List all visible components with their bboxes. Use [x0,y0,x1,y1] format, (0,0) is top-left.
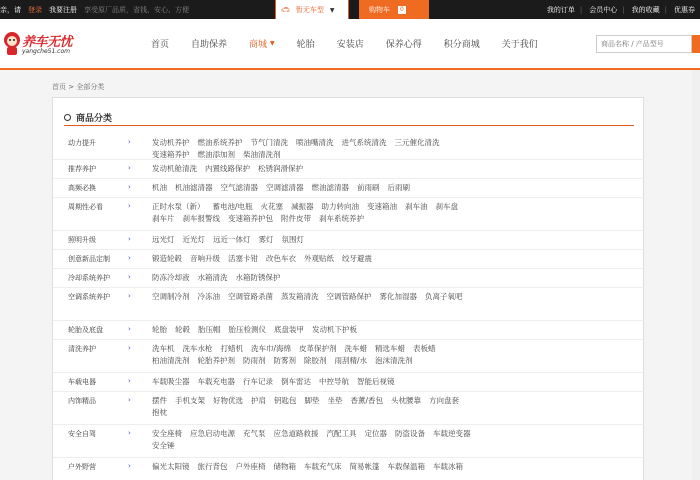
category-name[interactable]: 创意新品定制 [68,255,110,263]
category-row [53,288,645,321]
category-row [53,392,645,425]
category-row [53,231,645,250]
member-center-link[interactable]: 会员中心 [589,5,618,14]
category-items [152,137,487,161]
category-items [152,163,487,175]
category-item-link[interactable]: 车载充电器 [197,377,235,386]
search-button[interactable] [692,35,700,53]
top-left-links [0,0,196,19]
category-row [53,134,645,160]
category-item-link[interactable]: 柏油清洗剂 [152,356,190,365]
category-item-link[interactable]: 安全座椅 [152,429,182,438]
category-name[interactable]: 车载电器 [68,378,96,386]
category-items [152,461,487,473]
category-item-link[interactable]: 洗车水枪 [182,344,213,353]
category-item-link[interactable]: 倒车雷达 [281,377,311,386]
category-item-link[interactable]: 锻造轮毂 [152,254,182,263]
category-item-link[interactable]: 柴油清洗剂 [243,150,281,159]
category-row [53,250,645,269]
category-item-link[interactable]: 变速箱养护包 [228,214,273,223]
category-item-link[interactable]: 防雨剂 [243,356,266,365]
category-item-link[interactable]: 泡沫清洗剂 [375,356,413,365]
nav-mall[interactable] [238,19,286,68]
top-bar [0,0,700,19]
category-item-link[interactable]: 发动机养护 [152,138,190,147]
category-item-link[interactable]: 内置线路保护 [205,164,250,173]
category-name[interactable]: 安全自驾 [68,430,96,438]
category-items [152,324,487,336]
category-item-link[interactable]: 好物优选 [213,396,243,405]
category-item-link[interactable]: 燃油添加剂 [197,150,235,159]
category-item-link[interactable]: 空调管路杀菌 [228,292,273,301]
category-item-link[interactable]: 变速箱养护 [152,150,190,159]
category-item-link[interactable]: 附件皮带 [281,214,311,223]
category-item-link[interactable]: 正时水泵（新） [152,202,205,211]
category-item-link[interactable]: 坐垫 [327,396,343,405]
nav-points-mall[interactable]: 积分商城 [443,40,480,50]
scrollbar[interactable] [692,70,700,480]
category-items [152,234,487,246]
category-item-link[interactable]: 安全锤 [152,441,175,450]
category-name[interactable]: 户外野营 [68,463,96,471]
nav-about-us[interactable]: 关于我们 [501,40,538,50]
chevron-right-icon: › [128,462,131,470]
category-row [53,425,645,458]
category-item-link[interactable]: 汽配工具 [326,429,357,438]
category-item-link[interactable]: 应急启动电源 [190,429,235,438]
my-orders-link[interactable]: 我的订单 [546,5,575,14]
cart-label: 购物车 [369,5,390,14]
category-item-link[interactable]: 空气滤清器 [220,183,258,192]
category-item-link[interactable]: 蒸发箱清洗 [281,292,319,301]
category-item-link[interactable]: 中控导航 [319,377,349,386]
car-icon: 🚗︎ [281,6,290,14]
category-items [152,182,487,194]
chevron-down-icon: ▼ [329,6,335,14]
category-items [152,253,487,265]
slogan-text: 享受原厂品质，省钱、安心、方便 [84,5,189,14]
category-items [152,428,487,452]
category-item-link[interactable]: 打蜡机 [220,344,243,353]
cart-count-badge: 0 [400,5,404,13]
category-name[interactable]: 推荐养护 [68,165,96,173]
category-item-link[interactable]: 后雨刷 [387,183,410,192]
category-item-link[interactable]: 表板蜡 [413,344,436,353]
category-item-link[interactable]: 刹车报警线 [182,214,220,223]
cart-button[interactable] [359,0,429,19]
category-item-link[interactable]: 负离子氧吧 [425,292,463,301]
category-item-link[interactable]: 防盗设备 [395,429,425,438]
category-item-link[interactable]: 活塞卡钳 [228,254,258,263]
site-logo[interactable] [0,29,80,61]
category-item-link[interactable]: 冷冻油 [197,292,220,301]
category-name[interactable]: 照明升级 [68,236,96,244]
category-item-link[interactable]: 轮胎 [152,325,167,334]
category-item-link[interactable]: 除胶剂 [304,356,327,365]
panel-title: 商品分类 [76,113,113,124]
category-item-link[interactable]: 三元催化清洗 [394,138,440,147]
chevron-right-icon: › [128,344,131,352]
category-item-link[interactable]: 防冻冷却液 [152,273,190,282]
category-item-link[interactable]: 机油 [152,183,167,192]
category-name[interactable]: 空调系统养护 [68,293,110,301]
category-items [152,291,487,303]
chevron-right-icon: › [128,325,131,333]
car-selector[interactable] [275,0,349,21]
category-item-link[interactable]: 香薰/香包 [350,396,384,405]
category-item-link[interactable]: 空调制冷剂 [152,292,190,301]
category-item-link[interactable]: 摆件 [152,396,167,405]
nav-install-shops[interactable]: 安装店 [336,40,364,50]
category-item-link[interactable]: 脚垫 [304,396,320,405]
category-item-link[interactable]: 雾灯 [258,235,274,244]
login-link[interactable]: 登录 [28,5,42,14]
category-items [152,343,487,367]
category-row [53,198,645,231]
category-item-link[interactable]: 智能后视镜 [357,377,395,386]
site-header [0,19,700,70]
mascot-icon [2,31,22,57]
category-item-link[interactable]: 简易帐篷 [349,462,380,471]
greeting-text: 亲，请 [0,5,21,14]
category-items [152,395,487,419]
category-item-link[interactable]: 水箱防锈保护 [235,273,281,282]
car-selector-label: 暂无车型 [295,6,324,14]
my-favorites-link[interactable]: 我的收藏 [631,5,660,14]
chevron-right-icon: › [128,164,131,172]
chevron-right-icon: › [128,254,131,262]
category-item-link[interactable]: 轮胎养护剂 [197,356,235,365]
category-panel [52,97,644,480]
category-item-link[interactable]: 护肩 [251,396,266,405]
category-item-link[interactable]: 手机支架 [175,396,205,405]
category-item-link[interactable]: 洗车蜡 [344,344,368,353]
nav-tires[interactable]: 轮胎 [296,40,315,50]
category-item-link[interactable]: 精选车蜡 [375,344,406,353]
category-item-link[interactable]: 前雨刷 [357,183,380,192]
main-nav [140,19,549,68]
category-item-link[interactable]: 车载吸尘器 [152,377,190,386]
category-row [53,269,645,288]
category-item-link[interactable]: 变速箱油 [367,202,398,211]
category-item-link[interactable]: 雨刮精/水 [334,356,368,365]
category-item-link[interactable]: 胎压帽 [198,325,221,334]
category-row [53,160,645,179]
category-row [53,340,645,373]
category-item-link[interactable]: 燃油滤清器 [311,183,349,192]
category-item-link[interactable]: 底盘装甲 [274,325,304,334]
category-item-link[interactable]: 减振器 [291,202,314,211]
category-name[interactable]: 高频必换 [68,184,96,192]
category-item-link[interactable]: 应急道路救援 [273,429,319,438]
logo-domain: yangche51.com [22,48,70,55]
category-name[interactable]: 轮胎及底盘 [68,326,103,334]
category-item-link[interactable]: 氛围灯 [281,235,304,244]
nav-mall-label: 商城 [249,40,268,50]
category-item-link[interactable]: 进气系统清洗 [341,138,387,147]
category-item-link[interactable]: 充气泵 [243,429,266,438]
top-right-links: 我的订单 | 会员中心 | 我的收藏 | 优惠券 [546,5,695,14]
category-name[interactable]: 冷却系统养护 [68,274,110,282]
category-item-link[interactable]: 水箱清洗 [197,273,228,282]
category-item-link[interactable]: 绞牙避震 [342,254,372,263]
category-item-link[interactable]: 喷油嘴清洗 [296,138,334,147]
category-item-link[interactable]: 松锈润滑保护 [258,164,303,173]
category-item-link[interactable]: 燃油系统养护 [197,138,243,147]
chevron-right-icon: › [128,396,131,404]
category-item-link[interactable]: 洗车机 [152,344,175,353]
category-item-link[interactable]: 节气门清洗 [250,138,288,147]
chevron-right-icon: › [128,273,131,281]
category-name[interactable]: 周期性必看 [68,203,103,211]
category-item-link[interactable]: 储物箱 [273,462,296,471]
category-name[interactable]: 内饰精品 [68,397,96,405]
category-item-link[interactable]: 头枕腰靠 [391,396,422,405]
category-item-link[interactable]: 远光灯 [152,235,175,244]
category-item-link[interactable]: 音响升级 [190,254,220,263]
logo-text: 养车无忧 [22,35,73,50]
category-item-link[interactable]: 火花塞 [260,202,284,211]
category-item-link[interactable]: 胎压检测仪 [228,325,266,334]
chevron-right-icon: › [128,292,131,300]
category-name[interactable]: 清洗养护 [68,345,96,353]
category-items [152,376,487,388]
category-item-link[interactable]: 偏光太阳镜 [152,462,190,471]
category-item-link[interactable]: 防雾剂 [273,356,296,365]
panel-header [64,109,634,126]
chevron-right-icon: › [128,235,131,243]
chevron-right-icon: › [128,202,131,210]
category-item-link[interactable]: 车载充气床 [304,462,342,471]
category-item-link[interactable]: 旅行背包 [197,462,228,471]
category-item-link[interactable]: 空调管路保护 [326,292,372,301]
category-item-link[interactable]: 近光灯 [182,235,205,244]
nav-self-maintenance[interactable]: 自助保养 [191,40,228,50]
category-row [53,458,645,477]
category-item-link[interactable]: 外观贴纸 [304,254,334,263]
nav-home[interactable]: 首页 [151,40,170,50]
category-item-link[interactable]: 发动机下护板 [312,325,357,334]
category-items [152,272,487,284]
chevron-right-icon: › [128,183,131,191]
category-item-link[interactable]: 发动机舱清洗 [152,164,197,173]
category-item-link[interactable]: 定位器 [364,429,387,438]
category-item-link[interactable]: 车载冰箱 [433,462,463,471]
coupons-link[interactable]: 优惠券 [674,5,695,14]
category-item-link[interactable]: 远近一体灯 [213,235,251,244]
category-item-link[interactable]: 雾化加湿器 [379,292,417,301]
category-item-link[interactable]: 空调滤清器 [266,183,304,192]
category-item-link[interactable]: 刹车系统养护 [319,214,364,223]
chevron-right-icon: › [128,429,131,437]
search-input[interactable] [596,35,692,53]
register-link[interactable]: 我要注册 [49,5,77,14]
category-item-link[interactable]: 刹车片 [152,214,175,223]
category-item-link[interactable]: 改色车衣 [266,254,296,263]
category-item-link[interactable]: 户外座椅 [235,462,266,471]
category-item-link[interactable]: 洗车巾/海绵 [251,344,292,353]
category-item-link[interactable]: 皮革保护剂 [299,344,337,353]
category-item-link[interactable]: 车载保温箱 [387,462,425,471]
chevron-down-icon: ▼ [270,40,275,47]
category-item-link[interactable]: 助力转向油 [321,202,360,211]
chevron-right-icon: › [128,377,131,385]
category-row [53,321,645,340]
category-item-link[interactable]: 刹车盘 [435,202,459,211]
category-name[interactable]: 动力提升 [68,139,96,147]
category-item-link[interactable]: 刹车油 [405,202,428,211]
category-item-link[interactable]: 抱枕 [152,408,167,417]
circle-icon [64,114,71,121]
category-item-link[interactable]: 轮毂 [175,325,190,334]
category-row [53,179,645,198]
nav-maintenance-tips[interactable]: 保养心得 [385,40,422,50]
category-item-link[interactable]: 车载逆变器 [433,429,471,438]
category-items [152,201,487,225]
category-item-link[interactable]: 行车记录 [243,377,273,386]
category-item-link[interactable]: 钥匙包 [274,396,297,405]
category-row [53,373,645,392]
category-item-link[interactable]: 机油滤清器 [175,183,213,192]
chevron-right-icon: › [128,138,131,146]
breadcrumb[interactable]: 首页 > 全部分类 [52,83,105,91]
category-item-link[interactable]: 方向盘套 [429,396,460,405]
category-item-link[interactable]: 蓄电池/电瓶 [212,202,253,211]
